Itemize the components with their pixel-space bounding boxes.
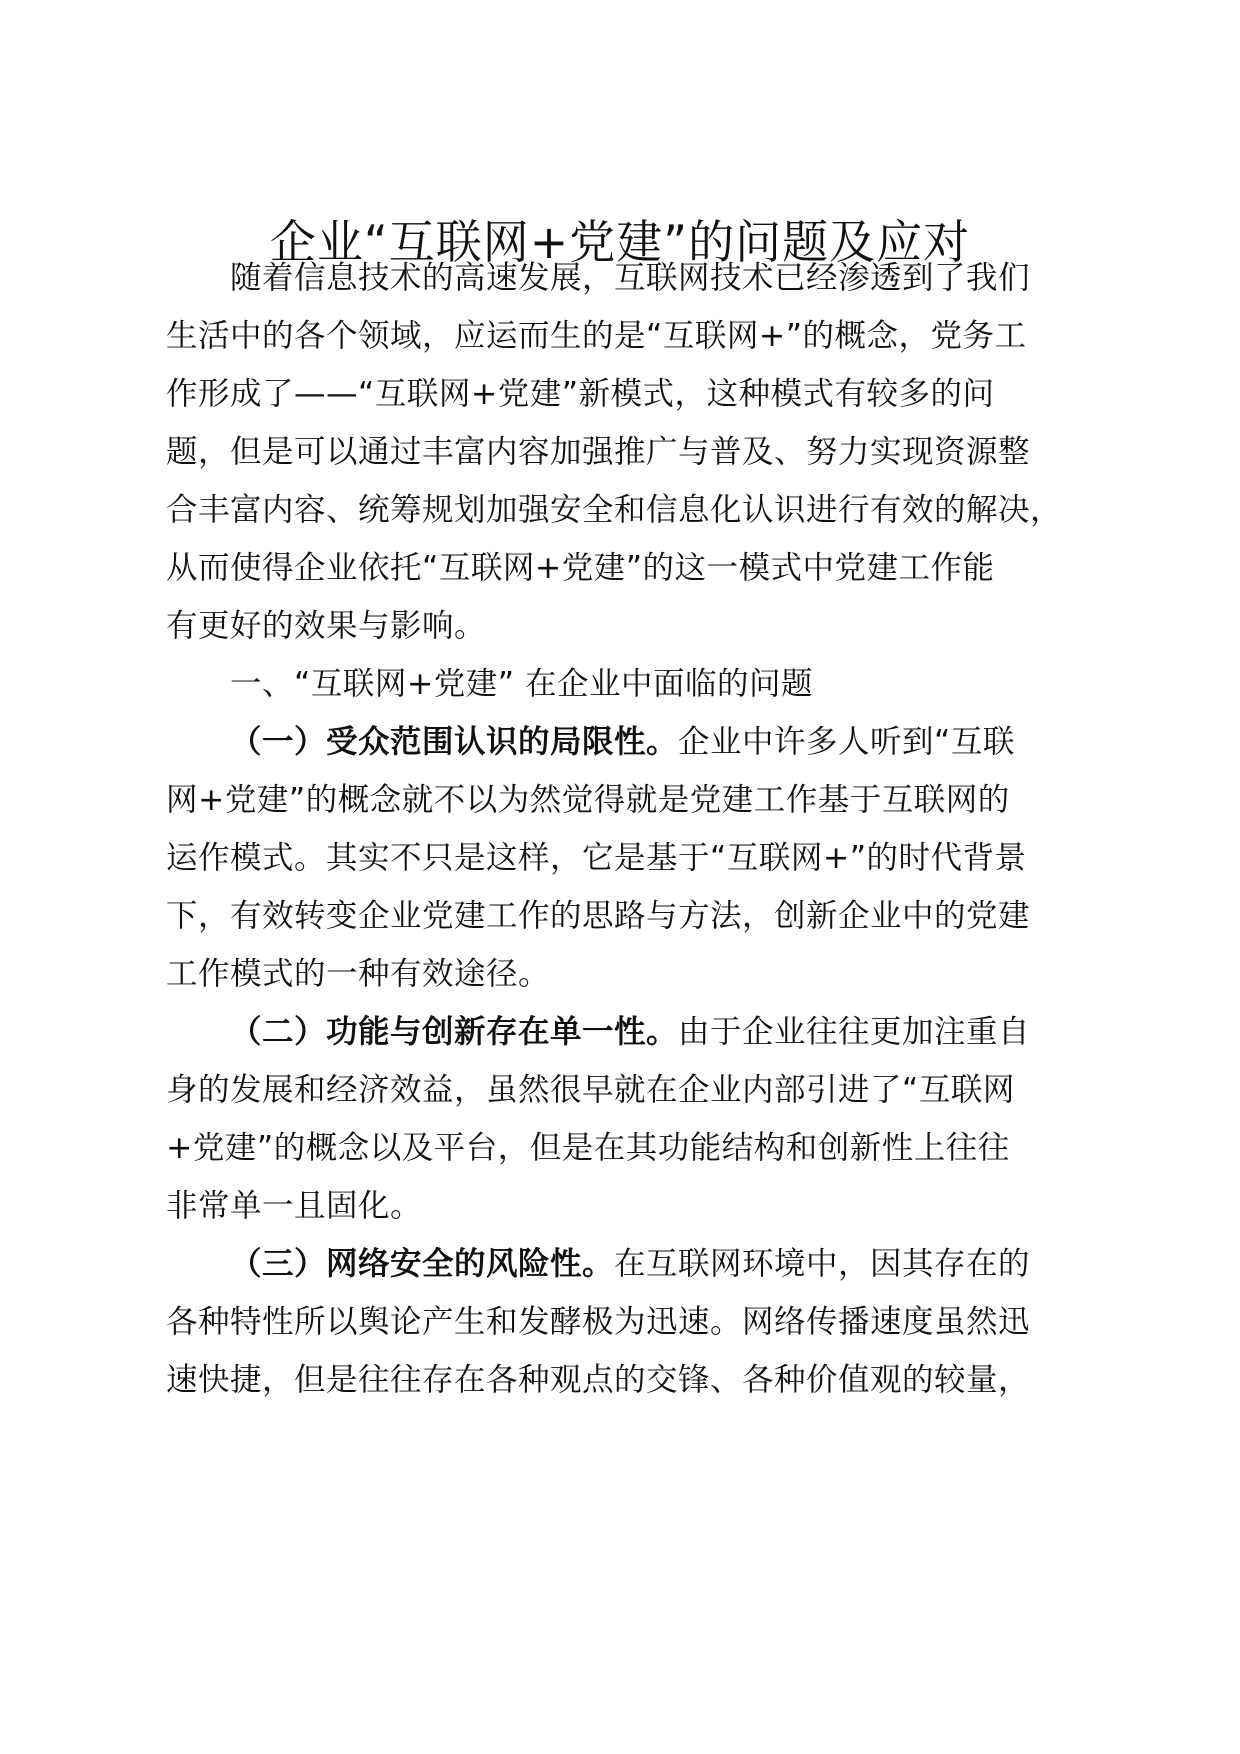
- document-title: 企业“互联网+党建”的问题及应对: [269, 215, 971, 269]
- intro-line-5: 合丰富内容、统筹规划加强安全和信息化认识进行有效的解决，: [166, 492, 1063, 528]
- paragraph-1-lead-text: 企业中许多人听到“互联: [678, 724, 1015, 760]
- paragraph-1-line-5: 工作模式的一种有效途径。: [166, 956, 551, 992]
- section-heading: 一、“互联网+党建” 在企业中面临的问题: [230, 666, 814, 702]
- paragraph-1-line-3: 运作模式。其实不只是这样，它是基于“互联网+”的时代背景: [166, 840, 1027, 876]
- intro-line-6: 从而使得企业依托“互联网+党建”的这一模式中党建工作能: [166, 550, 995, 586]
- intro-line-1: 随着信息技术的高速发展，互联网技术已经渗透到了我们: [230, 260, 1031, 296]
- paragraph-3-first-line: [230, 1244, 1030, 1284]
- paragraph-2-line-3: +党建”的概念以及平台，但是在其功能结构和创新性上往往: [166, 1130, 1010, 1166]
- intro-line-7: 有更好的效果与影响。: [166, 608, 487, 644]
- paragraph-2-first-line: [230, 1012, 1030, 1052]
- paragraph-1-heading: （一）受众范围认识的局限性。: [230, 724, 679, 760]
- paragraph-3-heading: （三）网络安全的风险性。: [230, 1246, 615, 1282]
- paragraph-3-line-2: 各种特性所以舆论产生和发酵极为迅速。网络传播速度虽然迅: [166, 1304, 1031, 1340]
- paragraph-3-line-3: 速快捷，但是往往存在各种观点的交锋、各种价值观的较量，: [166, 1362, 1031, 1398]
- paragraph-2-line-4: 非常单一且固化。: [166, 1188, 423, 1224]
- intro-line-4: 题，但是可以通过丰富内容加强推广与普及、努力实现资源整: [166, 434, 1031, 470]
- paragraph-1-line-4: 下，有效转变企业党建工作的思路与方法，创新企业中的党建: [166, 898, 1031, 934]
- paragraph-1-line-2: 网+党建”的概念就不以为然觉得就是党建工作基于互联网的: [166, 782, 1010, 818]
- paragraph-1-first-line: [230, 722, 1015, 762]
- paragraph-2-heading: （二）功能与创新存在单一性。: [230, 1014, 679, 1050]
- paragraph-3-lead-text: 在互联网环境中，因其存在的: [614, 1246, 1031, 1282]
- intro-line-3: 作形成了——“互联网+党建”新模式，这种模式有较多的问: [166, 376, 995, 412]
- intro-line-2: 生活中的各个领域，应运而生的是“互联网+”的概念，党务工: [166, 318, 1027, 354]
- paragraph-2-line-2: 身的发展和经济效益，虽然很早就在企业内部引进了“互联网: [166, 1072, 1015, 1108]
- paragraph-2-lead-text: 由于企业往往更加注重自: [678, 1014, 1031, 1050]
